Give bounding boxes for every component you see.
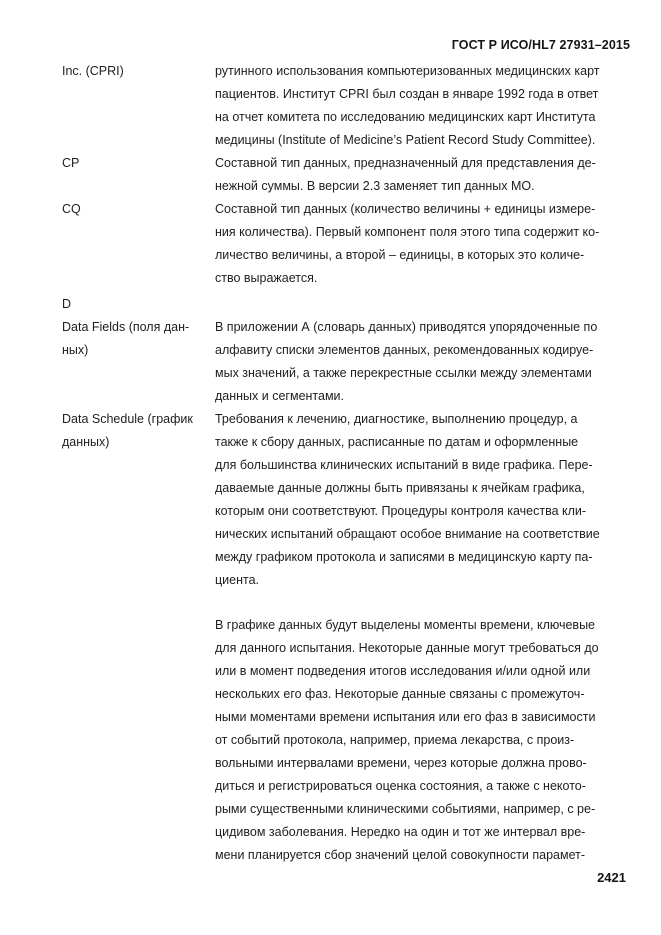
glossary-entry-cq (62, 198, 634, 290)
page-number: 2421 (597, 870, 626, 885)
definition-line: или в момент подведения итогов исследования и/или одной или (215, 664, 591, 678)
glossary-entry-data-schedule (62, 408, 634, 867)
definition-line: пациентов. Институт CPRI был создан в январе 1992 года в ответ (215, 87, 599, 101)
glossary (62, 60, 634, 867)
definition-line: вольными интервалами времени, через которые должна прово- (215, 756, 587, 770)
definition-line: которым они соответствуют. Процедуры контроля качества кли- (215, 504, 587, 518)
term-line: Inc. (CPRI) (62, 64, 124, 78)
term-line: ных) (62, 343, 89, 357)
definition (215, 198, 624, 290)
definition (215, 408, 624, 867)
definition-line: цидивом заболевания. Нередко на один и тот же интервал вре- (215, 825, 586, 839)
definition (215, 316, 624, 408)
term (62, 316, 210, 362)
definition-line: В приложении А (словарь данных) приводятся упорядоченные по (215, 320, 598, 334)
glossary-entry-data-fields (62, 316, 634, 408)
definition-line: диться и регистрироваться оценка состояния, а также с некото- (215, 779, 586, 793)
definition-line: медицины (Institute of Medicine’s Patient Record Study Committee). (215, 133, 596, 147)
term-line: Data Schedule (график (62, 412, 193, 426)
term-line: данных) (62, 435, 110, 449)
definition-line: нежной суммы. В версии 2.3 заменяет тип данных MO. (215, 179, 535, 193)
definition-line: ными моментами времени испытания или его фаз в зависимости (215, 710, 596, 724)
definition-line: для большинства клинических испытаний в виде графика. Пере- (215, 458, 593, 472)
term-line: CP (62, 156, 80, 170)
term (62, 60, 210, 83)
definition-line: от событий протокола, например, приема лекарства, с произ- (215, 733, 575, 747)
definition (215, 60, 624, 152)
term (62, 408, 210, 454)
definition-line: на отчет комитета по исследованию медицинских карт Института (215, 110, 596, 124)
definition-line: рутинного использования компьютеризованных медицинских карт (215, 64, 600, 78)
definition-line: ния количества). Первый компонент поля этого типа содержит ко- (215, 225, 600, 239)
section-letter: D (62, 297, 72, 311)
definition-line: алфавиту списки элементов данных, рекомендованных кодируе- (215, 343, 594, 357)
definition-line: Требования к лечению, диагностике, выполнению процедур, а (215, 412, 578, 426)
definition-line: личество величины, а второй – единицы, в которых это количе- (215, 248, 585, 262)
standard-header: ГОСТ Р ИСО/HL7 27931–2015 (451, 38, 630, 52)
definition-line: нических испытаний обращают особое внимание на соответствие (215, 527, 600, 541)
term (62, 198, 210, 221)
glossary-entry-inc-cpri (62, 60, 634, 152)
definition (215, 152, 624, 198)
definition-line: также к сбору данных, расписанные по датам и оформленные (215, 435, 579, 449)
definition-line: ство выражается. (215, 271, 318, 285)
definition-line: Составной тип данных (количество величины + единицы измере- (215, 202, 596, 216)
definition-line: циента. (215, 573, 260, 587)
definition-line: мых значений, а также перекрестные ссылки между элементами (215, 366, 592, 380)
definition-line: даваемые данные должны быть привязаны к ячейкам графика, (215, 481, 585, 495)
term-line: Data Fields (поля дан- (62, 320, 190, 334)
definition-line: Составной тип данных, предназначенный для представления де- (215, 156, 596, 170)
glossary-entry-cp (62, 152, 634, 198)
definition-line: мени планируется сбор значений целой совокупности парамет- (215, 848, 585, 862)
definition-line: рыми существенными клиническими событиями, например, с ре- (215, 802, 596, 816)
definition-line: нескольких его фаз. Некоторые данные связаны с промежуточ- (215, 687, 585, 701)
definition-line: между графиком протокола и записями в медицинскую карту па- (215, 550, 593, 564)
definition-line: В графике данных будут выделены моменты времени, ключевые (215, 618, 595, 632)
paragraph-gap (215, 592, 624, 614)
definition-line: для данного испытания. Некоторые данные могут требоваться до (215, 641, 599, 655)
term-line: CQ (62, 202, 81, 216)
definition-line: данных и сегментами. (215, 389, 345, 403)
term (62, 152, 210, 175)
